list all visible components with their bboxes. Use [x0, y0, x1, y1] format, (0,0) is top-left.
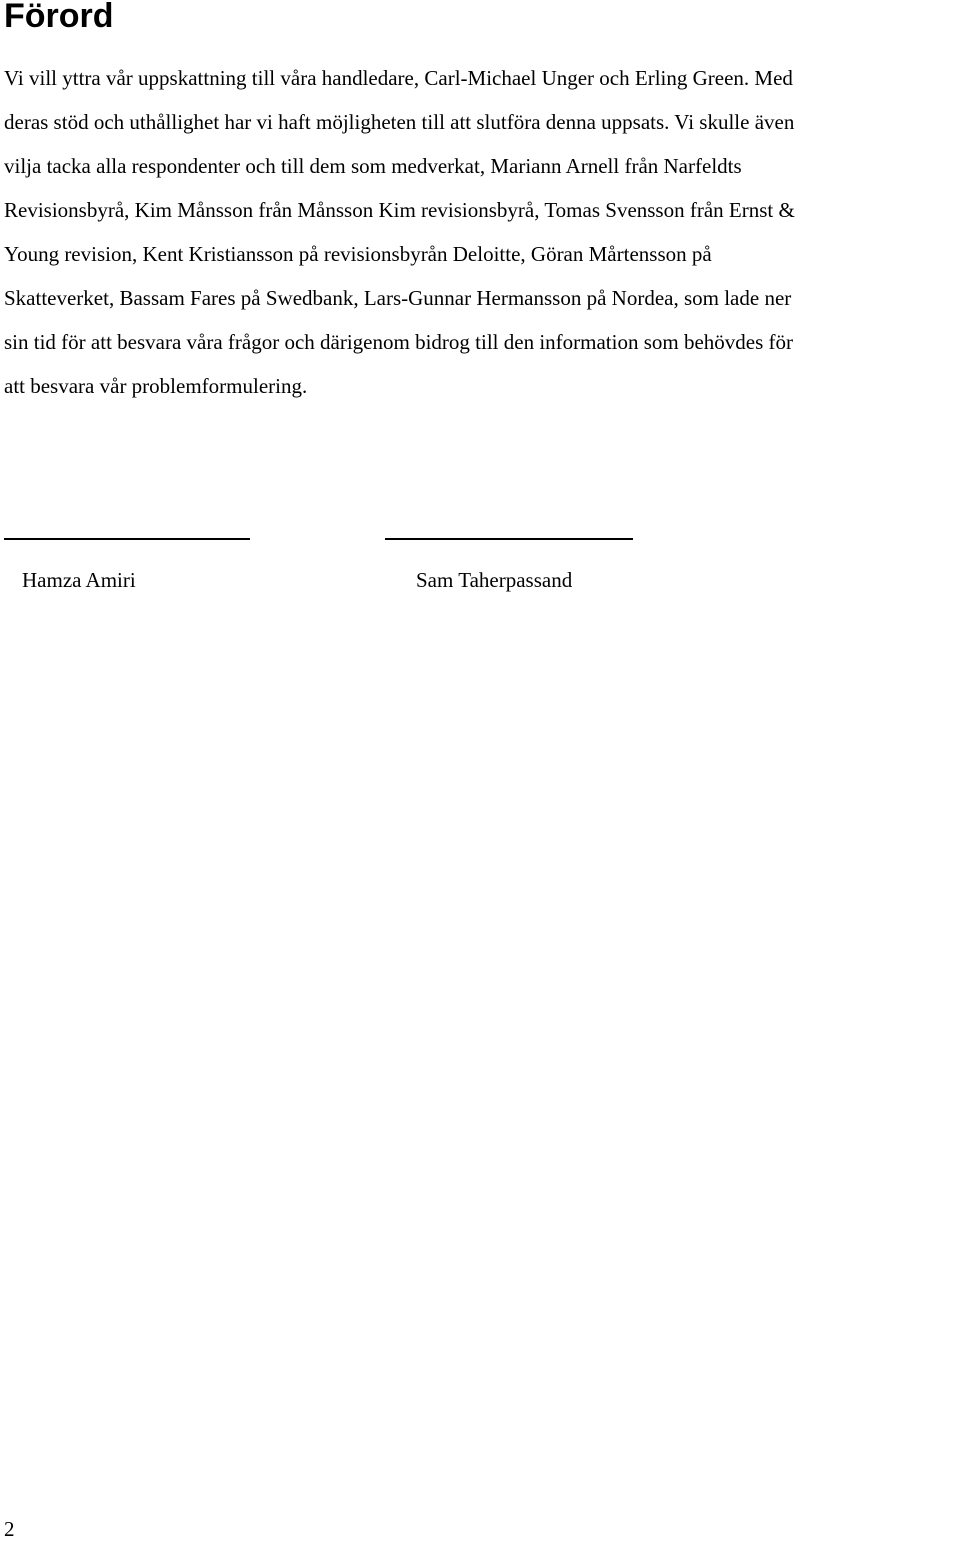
paragraph-line: Revisionsbyrå, Kim Månsson från Månsson Kim revisionsbyrå, Tomas Svensson från Ernst & — [4, 198, 795, 222]
signature-name-left: Hamza Amiri — [22, 568, 136, 592]
paragraph-line: Vi vill yttra vår uppskattning till våra handledare, Carl-Michael Unger och Erling Green. Med — [4, 66, 793, 90]
paragraph-line: att besvara vår problemformulering. — [4, 374, 308, 398]
signature-line-right — [385, 538, 633, 540]
signature-name-right: Sam Taherpassand — [416, 568, 573, 592]
page-heading: Förord — [4, 0, 114, 35]
paragraph-line: sin tid för att besvara våra frågor och därigenom bidrog till den information som behövdes för — [4, 330, 794, 354]
paragraph-line: Skatteverket, Bassam Fares på Swedbank, Lars-Gunnar Hermansson på Nordea, som lade ner — [4, 286, 792, 310]
paragraph-line: deras stöd och uthållighet har vi haft möjligheten till att slutföra denna uppsats. Vi skulle även — [4, 110, 795, 134]
paragraph-line: Young revision, Kent Kristiansson på revisionsbyrån Deloitte, Göran Mårtensson på — [4, 242, 712, 266]
page-number: 2 — [4, 1517, 15, 1541]
acknowledgement-paragraph — [4, 56, 956, 408]
signature-line-left — [4, 538, 250, 540]
paragraph-line: vilja tacka alla respondenter och till dem som medverkat, Mariann Arnell från Narfeldts — [4, 154, 742, 178]
